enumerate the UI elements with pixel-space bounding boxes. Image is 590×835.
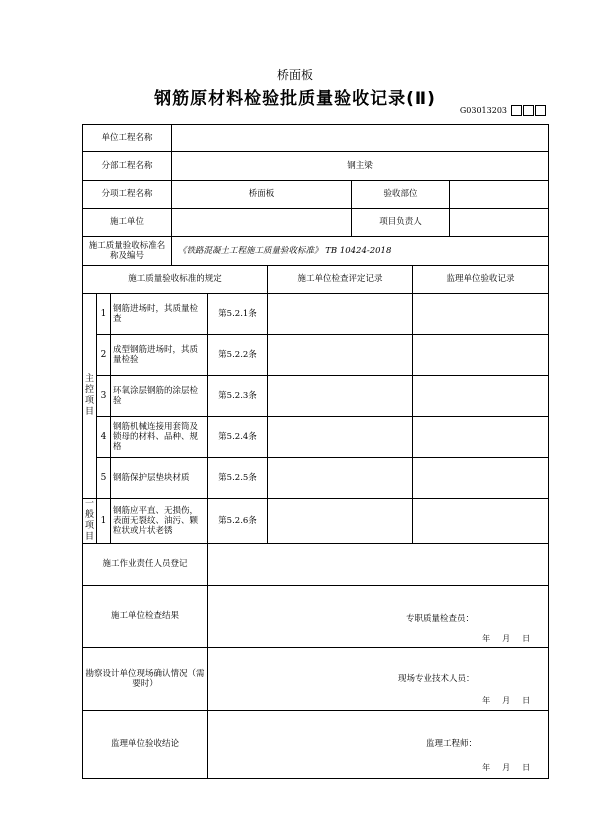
supervision-conclusion-label: 监理单位验收结论 bbox=[83, 711, 208, 779]
construction-check-label: 施工单位检查结果 bbox=[83, 586, 208, 648]
supervision-conclusion-cell[interactable] bbox=[208, 711, 549, 779]
subdivision-value[interactable]: 桥面板 bbox=[172, 181, 352, 209]
item-description: 成型钢筋进场时，其质量检验 bbox=[111, 335, 208, 376]
self-check-cell[interactable] bbox=[268, 294, 413, 335]
construction-check-cell[interactable] bbox=[208, 586, 549, 648]
col-header-spec: 施工质量验收标准的规定 bbox=[83, 266, 268, 294]
division-label: 分部工程名称 bbox=[83, 152, 172, 181]
table-row bbox=[83, 294, 549, 335]
row-subdivision bbox=[83, 181, 549, 209]
col-header-supervision: 监理单位验收记录 bbox=[413, 266, 549, 294]
form-code bbox=[460, 105, 546, 116]
item-clause: 第5.2.6条 bbox=[208, 499, 268, 544]
item-number: 2 bbox=[97, 335, 111, 376]
date-day: 日 bbox=[522, 634, 531, 643]
standard-label: 施工质量验收标准名称及编号 bbox=[83, 237, 172, 266]
self-check-cell[interactable] bbox=[268, 417, 413, 458]
item-clause: 第5.2.5条 bbox=[208, 458, 268, 499]
item-description: 钢筋机械连接用套筒及锁母的材料、品种、规格 bbox=[111, 417, 208, 458]
date-year: 年 bbox=[482, 634, 491, 643]
division-value[interactable]: 钢主梁 bbox=[172, 152, 549, 181]
acceptance-part-label: 验收部位 bbox=[352, 181, 450, 209]
item-clause: 第5.2.1条 bbox=[208, 294, 268, 335]
table-row bbox=[83, 376, 549, 417]
design-confirm-cell[interactable] bbox=[208, 648, 549, 711]
project-lead-value[interactable] bbox=[450, 209, 549, 237]
supervision-cell[interactable] bbox=[413, 499, 549, 544]
code-box-3[interactable] bbox=[535, 105, 546, 116]
date-year: 年 bbox=[482, 696, 491, 705]
form-subtitle: 桥面板 bbox=[276, 68, 313, 82]
supervision-cell[interactable] bbox=[413, 417, 549, 458]
acceptance-part-value[interactable] bbox=[450, 181, 549, 209]
date-day: 日 bbox=[522, 763, 531, 772]
general-label: 一般项目 bbox=[83, 499, 97, 544]
row-construction-check bbox=[83, 586, 549, 648]
form-title: 钢筋原材料检验批质量验收记录(Ⅱ) bbox=[154, 89, 436, 109]
signature-date bbox=[470, 634, 530, 644]
item-clause: 第5.2.4条 bbox=[208, 417, 268, 458]
table-row bbox=[83, 499, 549, 544]
date-day: 日 bbox=[522, 696, 531, 705]
self-check-cell[interactable] bbox=[268, 335, 413, 376]
form-code-text: G03013203 bbox=[459, 106, 507, 115]
item-description: 钢筋进场时，其质量检查 bbox=[111, 294, 208, 335]
unit-project-value[interactable] bbox=[172, 125, 549, 152]
self-check-cell[interactable] bbox=[268, 458, 413, 499]
standard-value[interactable]: 《铁路混凝土工程施工质量验收标准》 TB 10424-2018 bbox=[172, 237, 549, 266]
item-description: 环氧涂层钢筋的涂层检验 bbox=[111, 376, 208, 417]
supervision-cell[interactable] bbox=[413, 376, 549, 417]
row-crew bbox=[83, 544, 549, 586]
table-row bbox=[83, 458, 549, 499]
self-check-cell[interactable] bbox=[268, 376, 413, 417]
table-row bbox=[83, 417, 549, 458]
row-design-confirm bbox=[83, 648, 549, 711]
unit-project-label: 单位工程名称 bbox=[83, 125, 172, 152]
table-row bbox=[83, 335, 549, 376]
col-header-self-check: 施工单位检查评定记录 bbox=[268, 266, 413, 294]
crew-label: 施工作业责任人员登记 bbox=[83, 544, 208, 586]
date-month: 月 bbox=[502, 634, 511, 643]
date-month: 月 bbox=[502, 763, 511, 772]
item-number: 5 bbox=[97, 458, 111, 499]
code-box-2[interactable] bbox=[523, 105, 534, 116]
construction-unit-value[interactable] bbox=[172, 209, 352, 237]
design-confirm-label: 勘察设计单位现场确认情况（需要时） bbox=[83, 648, 208, 711]
row-construction-unit bbox=[83, 209, 549, 237]
row-unit-project bbox=[83, 125, 549, 152]
design-signer-label: 现场专业技术人员： bbox=[398, 674, 475, 684]
date-month: 月 bbox=[502, 696, 511, 705]
crew-value[interactable] bbox=[208, 544, 549, 586]
supervision-cell[interactable] bbox=[413, 294, 549, 335]
row-column-headers bbox=[83, 266, 549, 294]
supervision-cell[interactable] bbox=[413, 335, 549, 376]
item-number: 1 bbox=[97, 294, 111, 335]
subdivision-label: 分项工程名称 bbox=[83, 181, 172, 209]
item-number: 1 bbox=[97, 499, 111, 544]
code-box-1[interactable] bbox=[511, 105, 522, 116]
row-standard bbox=[83, 237, 549, 266]
signature-date bbox=[470, 696, 530, 706]
inspection-form-table bbox=[82, 124, 549, 779]
item-description: 钢筋应平直、无损伤，表面无裂纹、油污、颗粒状或片状老锈 bbox=[111, 499, 208, 544]
self-check-cell[interactable] bbox=[268, 499, 413, 544]
supervision-cell[interactable] bbox=[413, 458, 549, 499]
date-year: 年 bbox=[482, 763, 491, 772]
item-number: 3 bbox=[97, 376, 111, 417]
item-description: 钢筋保护层垫块材质 bbox=[111, 458, 208, 499]
main-control-label: 主控项目 bbox=[83, 294, 97, 499]
construction-signer-label: 专职质量检查员： bbox=[406, 614, 475, 624]
signature-date bbox=[470, 763, 530, 773]
row-division bbox=[83, 152, 549, 181]
item-clause: 第5.2.3条 bbox=[208, 376, 268, 417]
supervision-signer-label: 监理工程师： bbox=[426, 739, 478, 749]
project-lead-label: 项目负责人 bbox=[352, 209, 450, 237]
row-supervision-conclusion bbox=[83, 711, 549, 779]
construction-unit-label: 施工单位 bbox=[83, 209, 172, 237]
item-clause: 第5.2.2条 bbox=[208, 335, 268, 376]
item-number: 4 bbox=[97, 417, 111, 458]
